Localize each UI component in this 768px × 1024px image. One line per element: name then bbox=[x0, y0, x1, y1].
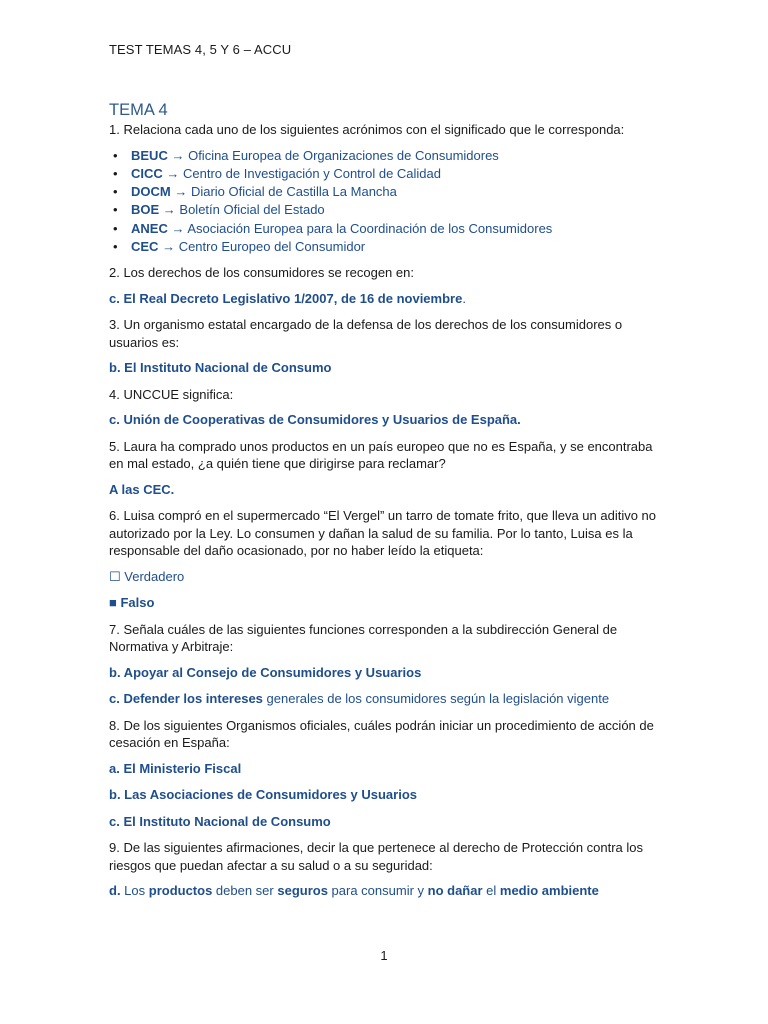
answer-fragment: Los bbox=[120, 883, 149, 899]
page-header: TEST TEMAS 4, 5 Y 6 – ACCU bbox=[109, 42, 292, 57]
option-false: ■ Falso bbox=[109, 595, 155, 611]
acronym: BEUC bbox=[131, 147, 168, 163]
list-item bbox=[131, 201, 669, 219]
answer-fragment: el bbox=[482, 883, 500, 899]
question-7: 7. Señala cuáles de las siguientes funciones corresponden a la subdirección General de Normativa y Arbitraje: bbox=[109, 621, 618, 655]
answer-5: A las CEC. bbox=[109, 481, 175, 497]
answer-text-rest: generales de los consumidores según la legislación vigente bbox=[262, 691, 610, 707]
answer-9 bbox=[109, 882, 669, 900]
acronym: DOCM bbox=[131, 184, 171, 200]
answer-7c bbox=[109, 690, 669, 708]
answer-keyword: productos bbox=[148, 883, 213, 899]
question-1: 1. Relaciona cada uno de los siguientes acrónimos con el significado que le corresponda: bbox=[109, 122, 625, 137]
answer-4: c. Unión de Cooperativas de Consumidores y Usuarios de España. bbox=[109, 412, 521, 428]
acronym-list bbox=[109, 147, 669, 257]
answer-punctuation: . bbox=[462, 290, 466, 306]
acronym-meaning: → Centro de Investigación y Control de Calidad bbox=[166, 165, 441, 181]
acronym-meaning: → Diario Oficial de Castilla La Mancha bbox=[174, 184, 397, 200]
acronym-meaning: → Asociación Europea para la Coordinación de los Consumidores bbox=[171, 220, 553, 236]
list-item bbox=[131, 183, 669, 201]
answer-letter: d. bbox=[109, 883, 121, 899]
answer-keyword: seguros bbox=[277, 883, 328, 899]
acronym: ANEC bbox=[131, 220, 168, 236]
answer-text: c. Defender los intereses bbox=[109, 691, 263, 707]
document-body bbox=[109, 100, 669, 909]
acronym: CEC bbox=[131, 238, 159, 254]
question-3: 3. Un organismo estatal encargado de la defensa de los derechos de los consumidores o usuarios es: bbox=[109, 317, 623, 350]
question-6: 6. Luisa compró en el supermercado “El Vergel” un tarro de tomate frito, que lleva un aditivo no autorizado por la Ley. Lo consumen y dañan la salud de su familia. Por lo tanto, Luisa es la responsable del daño ocasionado, por no haber leído la etiqueta: bbox=[109, 508, 657, 559]
answer-7b: b. Apoyar al Consejo de Consumidores y Usuarios bbox=[109, 664, 422, 680]
question-9: 9. De las siguientes afirmaciones, decir la que pertenece al derecho de Protección contra los riesgos que puedan afectar a su salud o a su seguridad: bbox=[109, 840, 644, 873]
list-item bbox=[131, 220, 669, 238]
answer-8c: c. El Instituto Nacional de Consumo bbox=[109, 813, 331, 829]
list-item bbox=[131, 165, 669, 183]
answer-keyword: medio ambiente bbox=[499, 883, 599, 899]
acronym-meaning: → Boletín Oficial del Estado bbox=[162, 202, 325, 218]
acronym: CICC bbox=[131, 165, 163, 181]
answer-fragment: para consumir y bbox=[327, 883, 428, 899]
answer-keyword: no dañar bbox=[427, 883, 483, 899]
acronym-meaning: → Centro Europeo del Consumidor bbox=[162, 238, 366, 254]
answer-text: c. El Real Decreto Legislativo 1/2007, de 16 de noviembre bbox=[109, 290, 463, 306]
answer-2 bbox=[109, 290, 669, 308]
question-5: 5. Laura ha comprado unos productos en un país europeo que no es España, y se encontraba en mal estado, ¿a quién tiene que dirigirse para reclamar? bbox=[109, 438, 653, 472]
question-4: 4. UNCCUE significa: bbox=[109, 386, 234, 402]
answer-fragment: deben ser bbox=[212, 883, 278, 899]
list-item bbox=[131, 147, 669, 165]
list-item bbox=[131, 238, 669, 256]
question-8: 8. De los siguientes Organismos oficiales, cuáles podrán iniciar un procedimiento de acción de cesación en España: bbox=[109, 717, 654, 751]
answer-3: b. El Instituto Nacional de Consumo bbox=[109, 360, 332, 376]
section-title: TEMA 4 bbox=[109, 101, 168, 119]
question-2: 2. Los derechos de los consumidores se recogen en: bbox=[109, 265, 414, 281]
answer-8b: b. Las Asociaciones de Consumidores y Usuarios bbox=[109, 787, 418, 803]
acronym-meaning: → Oficina Europea de Organizaciones de Consumidores bbox=[171, 147, 499, 163]
acronym: BOE bbox=[131, 202, 160, 218]
answer-8a: a. El Ministerio Fiscal bbox=[109, 760, 242, 776]
page-number: 1 bbox=[380, 948, 388, 963]
option-true: ☐ Verdadero bbox=[109, 568, 185, 584]
